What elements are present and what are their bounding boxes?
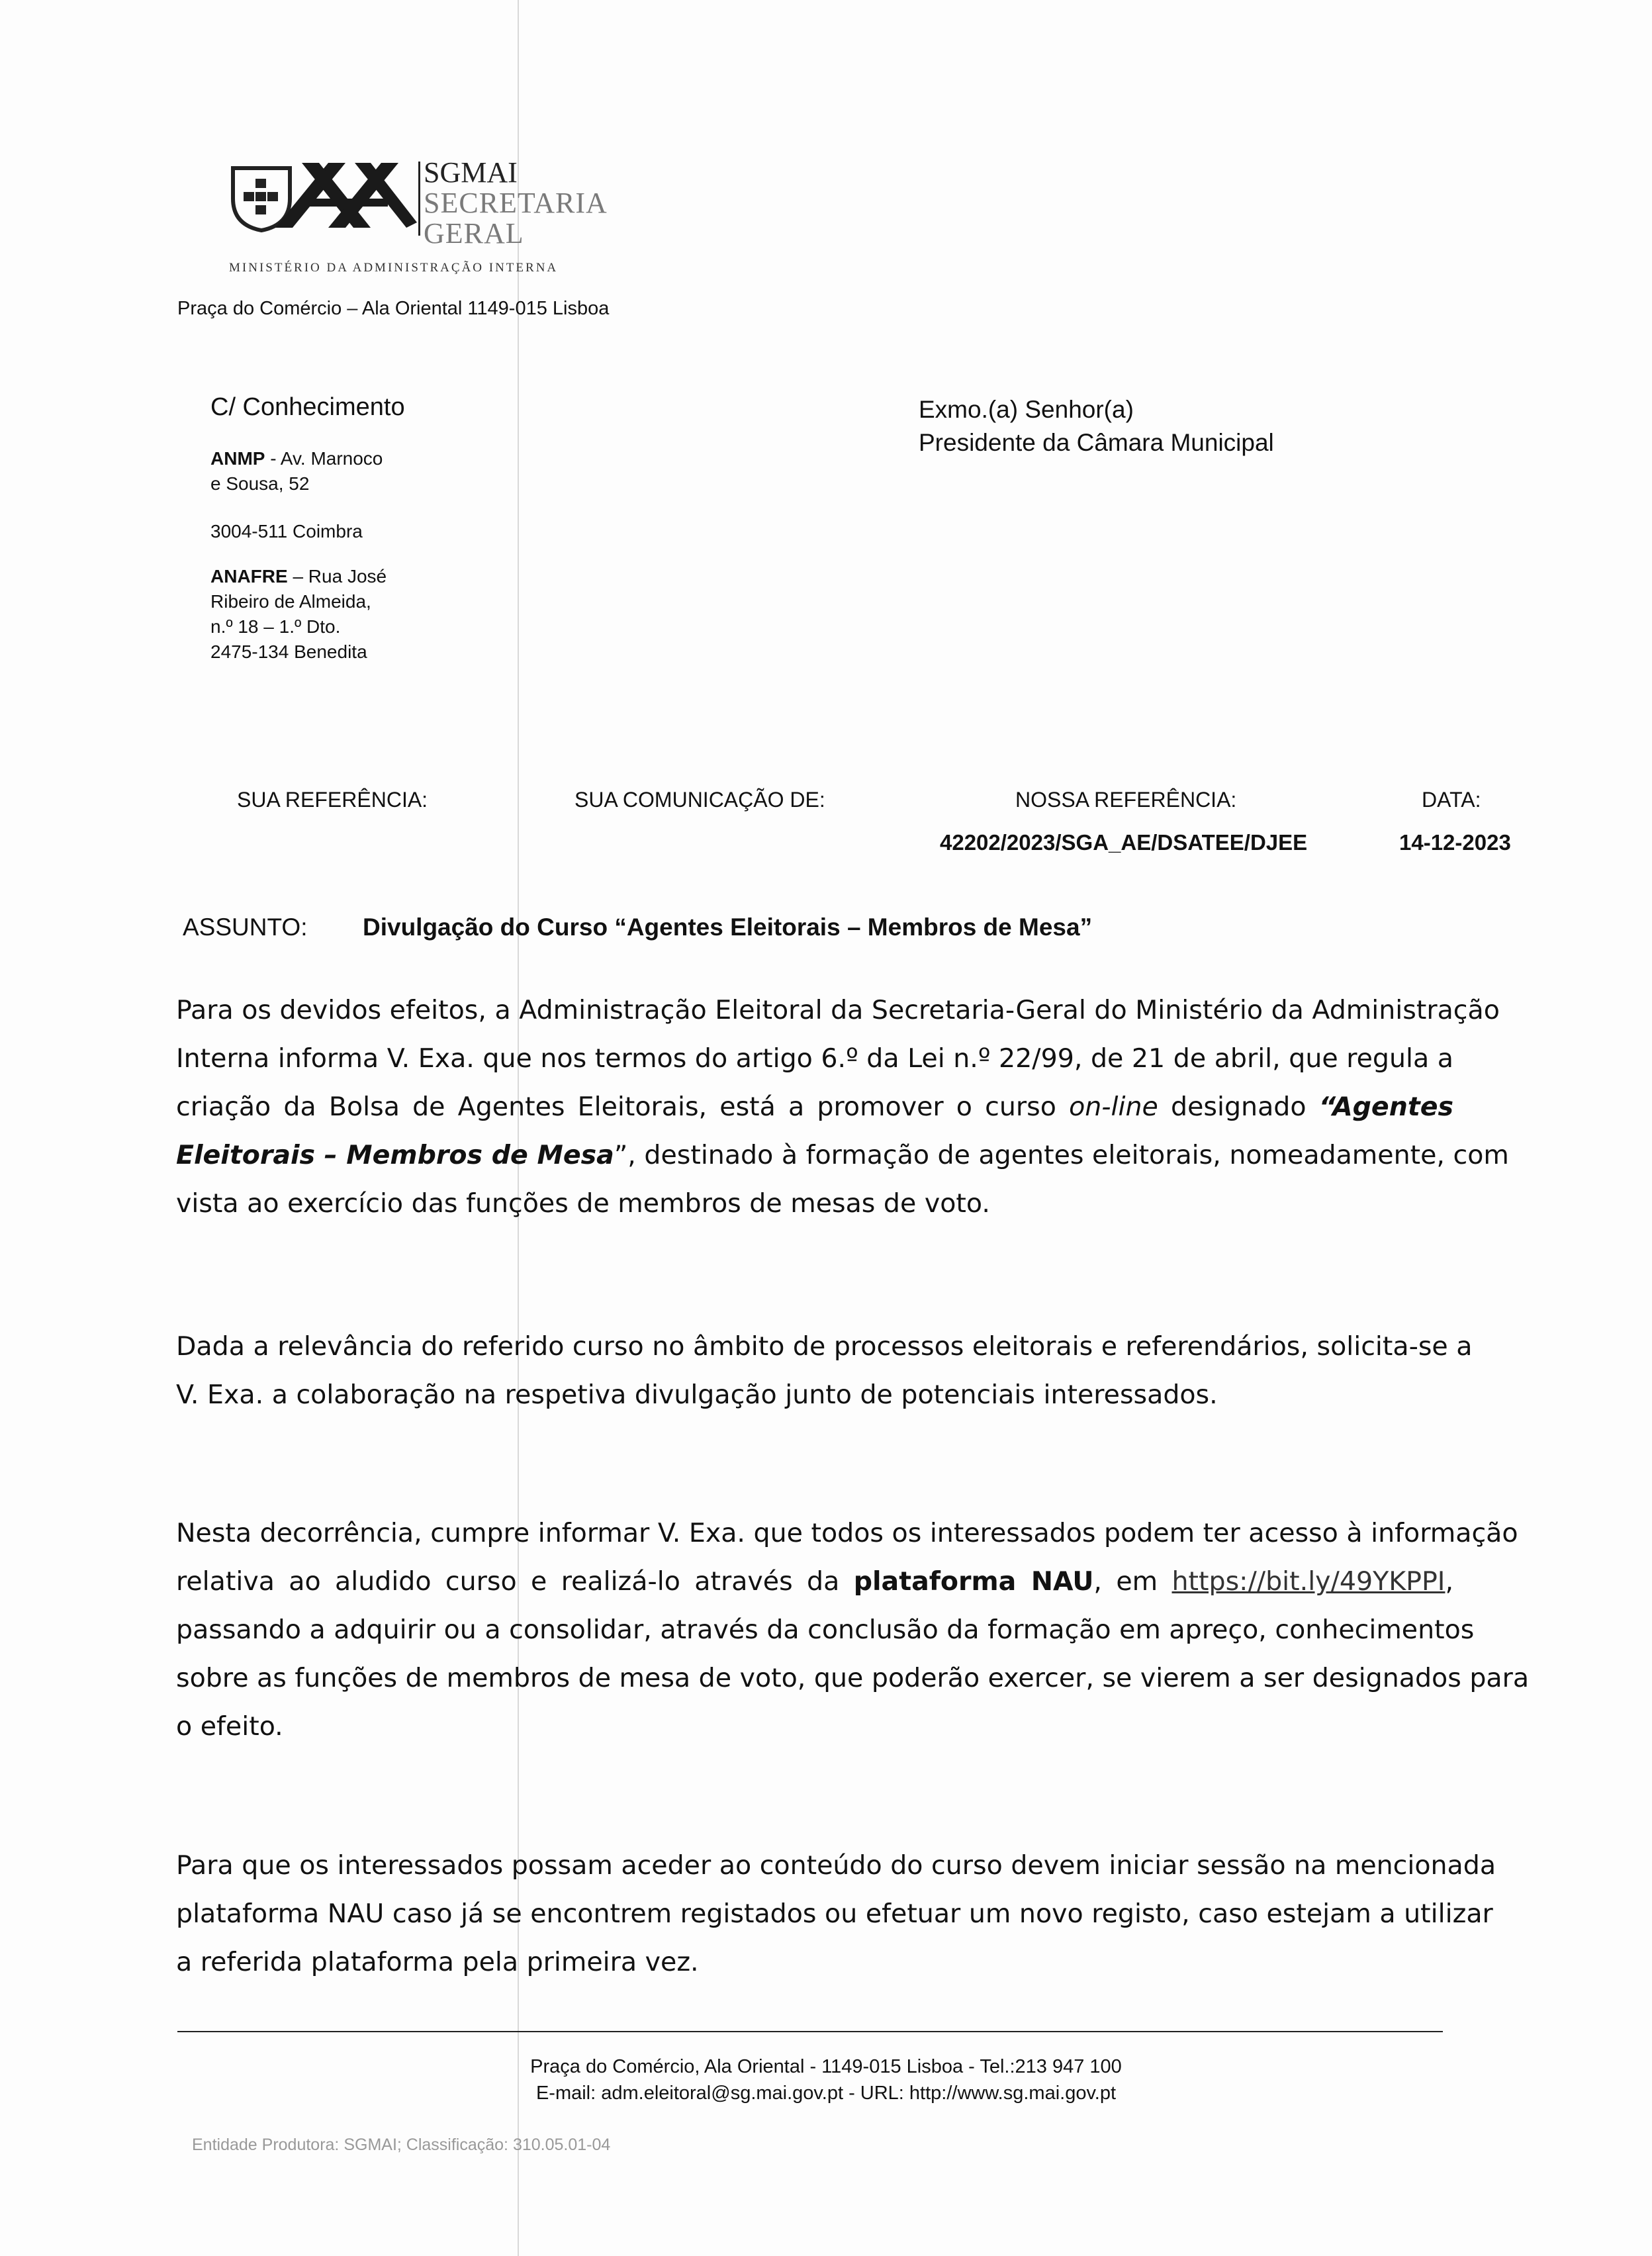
paragraph-4 bbox=[176, 1842, 1496, 1987]
p1-line-3c: designado bbox=[1158, 1092, 1319, 1122]
ministry-name: MINISTÉRIO DA ADMINISTRAÇÃO INTERNA bbox=[229, 261, 559, 275]
p3-line-5: o efeito. bbox=[176, 1711, 283, 1742]
data-value: 14-12-2023 bbox=[1399, 830, 1511, 855]
p4-line-1: Para que os interessados possam aceder ao conteúdo do curso devem iniciar sessão na mencionada bbox=[176, 1850, 1496, 1881]
anmp-address-1: - Av. Marnoco bbox=[265, 448, 383, 469]
nau-course-link[interactable]: https://bit.ly/49YKPPI bbox=[1171, 1566, 1446, 1597]
p1-course-name-2: Eleitorais – Membros de Mesa bbox=[176, 1140, 614, 1170]
sua-referencia-label: SUA REFERÊNCIA: bbox=[237, 788, 428, 812]
p3-line-1: Nesta decorrência, cumpre informar V. Exa. que todos os interessados podem ter acesso à informação bbox=[176, 1518, 1518, 1548]
logo-text bbox=[424, 158, 608, 249]
recipient-line-2: Presidente da Câmara Municipal bbox=[919, 429, 1274, 456]
p3-line-2c: , em bbox=[1093, 1566, 1172, 1597]
paragraph-3 bbox=[176, 1509, 1530, 1751]
p1-line-3 bbox=[176, 1083, 1453, 1131]
anafre-address-1: – Rua José bbox=[287, 566, 387, 587]
anafre-address-3: n.º 18 – 1.º Dto. bbox=[210, 616, 341, 637]
p1-line-4 bbox=[176, 1131, 1509, 1180]
sgmai-logo bbox=[229, 159, 421, 233]
p2-line-1: Dada a relevância do referido curso no âmbito de processos eleitorais e referendários, solicita-se a bbox=[176, 1331, 1473, 1362]
cc-anmp bbox=[210, 446, 383, 496]
anafre-address-2: Ribeiro de Almeida, bbox=[210, 591, 371, 612]
p1-line-1: Para os devidos efeitos, a Administração Eleitoral da Secretaria-Geral do Ministério da Administração bbox=[176, 995, 1500, 1025]
subject-text: Divulgação do Curso “Agentes Eleitorais – Membros de Mesa” bbox=[363, 914, 1093, 941]
anmp-name: ANMP bbox=[210, 448, 265, 469]
p2-line-2: V. Exa. a colaboração na respetiva divulgação junto de potenciais interessados. bbox=[176, 1380, 1218, 1410]
p3-line-3: passando a adquirir ou a consolidar, através da conclusão da formação em apreço, conhecimentos bbox=[176, 1615, 1475, 1645]
p1-line-2: Interna informa V. Exa. que nos termos do artigo 6.º da Lei n.º 22/99, de 21 de abril, que regula a bbox=[176, 1043, 1453, 1074]
p1-course-name-1: “Agentes bbox=[1318, 1092, 1454, 1122]
recipient-line-1: Exmo.(a) Senhor(a) bbox=[919, 396, 1134, 423]
p1-line-4b: ”, destinado à formação de agentes eleitorais, nomeadamente, com bbox=[614, 1140, 1509, 1170]
subject-label: ASSUNTO: bbox=[183, 914, 308, 941]
footer-rule bbox=[177, 2031, 1443, 2032]
p1-online: on-line bbox=[1069, 1092, 1158, 1122]
logo-line-1: SGMAI bbox=[424, 156, 518, 189]
p3-line-2d: , bbox=[1445, 1566, 1453, 1597]
nossa-referencia-value: 42202/2023/SGA_AE/DSATEE/DJEE bbox=[940, 830, 1308, 855]
sua-comunicacao-label: SUA COMUNICAÇÃO DE: bbox=[574, 788, 825, 812]
data-label: DATA: bbox=[1422, 788, 1481, 812]
logo-divider bbox=[418, 162, 420, 236]
logo-line-2: SECRETARIA bbox=[424, 187, 608, 219]
paragraph-1 bbox=[176, 986, 1509, 1228]
p3-line-4: sobre as funções de membros de mesa de voto, que poderão exercer, se vierem a ser designados para bbox=[176, 1663, 1530, 1693]
cc-title: C/ Conhecimento bbox=[210, 393, 405, 421]
p1-line-3a: criação da Bolsa de Agentes Eleitorais, está a promover o curso bbox=[176, 1092, 1070, 1122]
anmp-address-2: e Sousa, 52 bbox=[210, 473, 310, 494]
cc-anafre bbox=[210, 564, 387, 665]
p4-line-3: a referida plataforma pela primeira vez. bbox=[176, 1947, 699, 1977]
footer-contacts: E-mail: adm.eleitoral@sg.mai.gov.pt - URL: http://www.sg.mai.gov.pt bbox=[535, 2083, 1117, 2104]
p1-line-5: vista ao exercício das funções de membros de mesas de voto. bbox=[176, 1188, 990, 1219]
footer-address: Praça do Comércio, Ala Oriental - 1149-015 Lisboa - Tel.:213 947 100 bbox=[530, 2056, 1122, 2077]
paragraph-2 bbox=[176, 1323, 1473, 1419]
anafre-address-4: 2475-134 Benedita bbox=[210, 641, 367, 662]
anafre-name: ANAFRE bbox=[210, 566, 288, 587]
entity-classification: Entidade Produtora: SGMAI; Classificação: 310.05.01-04 bbox=[192, 2136, 611, 2154]
logo-line-3: GERAL bbox=[424, 217, 524, 250]
sender-address: Praça do Comércio – Ala Oriental 1149-015 Lisboa bbox=[177, 298, 610, 319]
p3-platform: plataforma NAU bbox=[853, 1566, 1094, 1597]
nossa-referencia-label: NOSSA REFERÊNCIA: bbox=[1015, 788, 1237, 812]
p3-line-2 bbox=[176, 1558, 1453, 1606]
p3-line-2a: relativa ao aludido curso e realizá-lo através da bbox=[176, 1566, 854, 1597]
p4-line-2: plataforma NAU caso já se encontrem registados ou efetuar um novo registo, caso estejam a utilizar bbox=[176, 1899, 1493, 1929]
recipient bbox=[919, 393, 1274, 459]
anmp-postcode: 3004-511 Coimbra bbox=[210, 521, 363, 541]
